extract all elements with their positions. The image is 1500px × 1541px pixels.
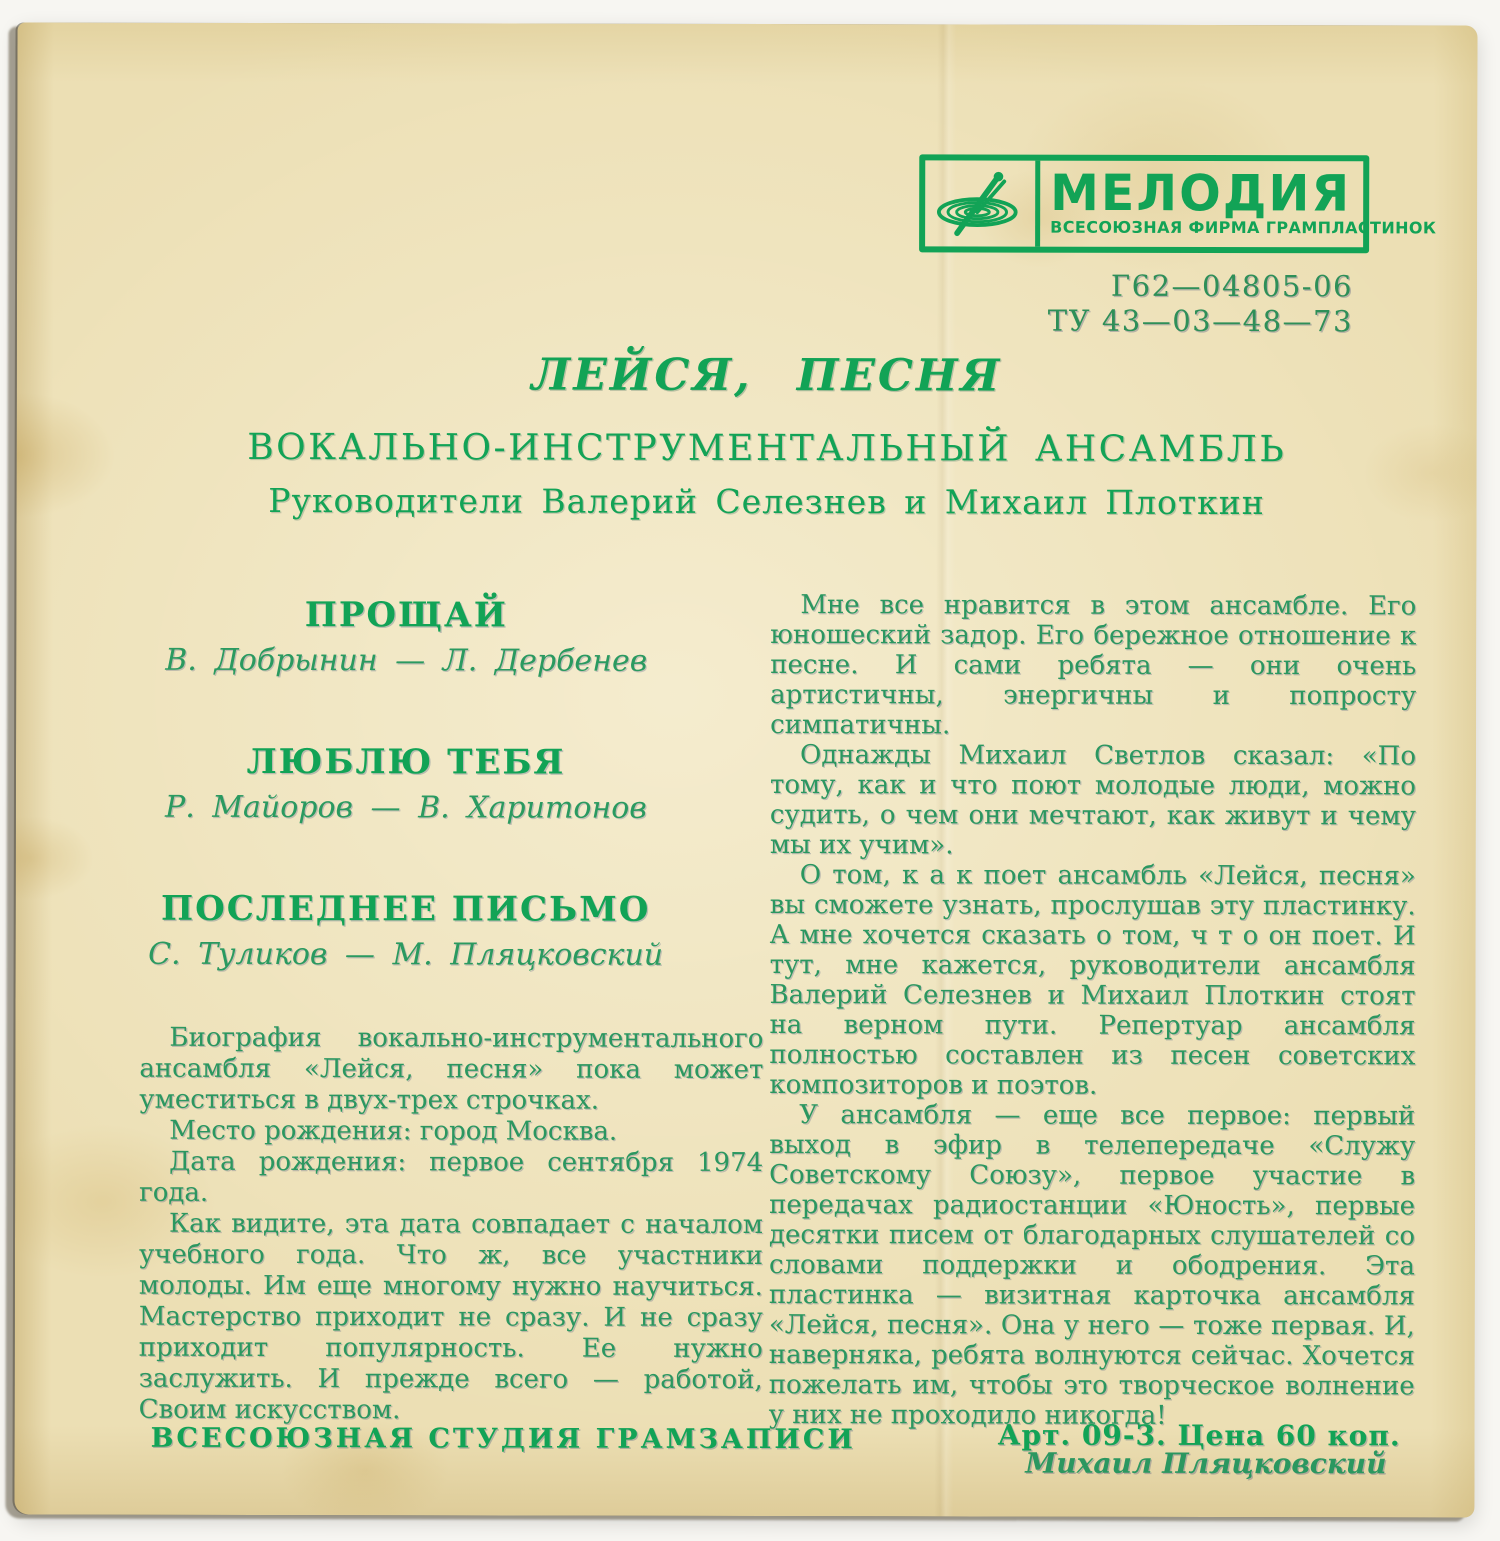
catalog-numbers [907,268,1363,339]
bio-paragraph: Как видите, эта дата совпадает с началом учебного года. Что ж, все участники молоды. Им еще многому нужно научиться. Мастерство приходит не сразу. И не сразу приходит популярность. Ее нужно заслужить. И прежде всего — работой, Своим искусством. [138,1208,764,1426]
liner-notes-paragraph: Однажды Михаил Светлов сказал: «По тому, как и что поют молодые люди, можно судить, о чем они мечтают, как живут и чему мы их учим». [769,740,1417,861]
track-item [136,889,676,973]
record-sleeve-back-cover [14,22,1477,1517]
track-title: ПОСЛЕДНЕЕ ПИСЬМО [160,888,651,930]
brand-tagline: ВСЕСОЮЗНАЯ ФИРМА ГРАМПЛАСТИНОК [1050,217,1437,238]
bio-paragraph: Биография вокально-инструментального ансамбля «Лейся, песня» пока может уместиться в двух-трех строчках. [139,1022,764,1116]
bio-paragraph: Место рождения: город Москва. [169,1115,618,1147]
liner-notes-paragraph: О том, к а к поет ансамбль «Лейся, песня» вы сможете узнать, прослушав эту пластинку. А мне хочется сказать о том, ч т о он поет. И тут, мне кажется, руководители ансамбля Валерий Селезнев и Михаил Плоткин стоят на верном пути. Репертуар ансамбля полностью составлен из песен советских композиторов и поэтов. [769,860,1416,1101]
biography-section [139,1023,764,1427]
liner-notes-paragraph: У ансамбля — еще все первое: первый выход в эфир в телепередаче «Служу Советскому Союзу», первое участие в передачах радиостанции «Юность», первые десятки писем от благодарных слушателей со словами поддержки и ободрения. Эта пластинка — визитная карточка ансамбля «Лейся, песня». Она у него — тоже первая. И, наверняка, ребята волнуются сейчас. Хочется пожелать им, чтобы это творческое волнение у них не проходило никогда! [768,1100,1416,1431]
melodiya-logo-text [1040,161,1436,248]
catalog-number-line2: ТУ 43—03—48—73 [1047,303,1353,339]
bio-paragraph: Дата рождения: первое сентября 1974 года. [139,1146,764,1208]
author-signature: Михаил Пляцковский [1025,1446,1387,1481]
track-credits: С. Туликов — М. Пляцковский [148,936,664,973]
track-credits: В. Добрынин — Л. Дербенев [165,642,648,679]
liner-notes-paragraph: Мне все нравится в этом ансамбле. Его юношеский задор. Его бережное отношение к песне. И сами ребята — они очень артистичны, энергичны и попросту симпатичны. [770,590,1417,741]
record-with-tonearm-icon [932,167,1028,239]
track-item [136,595,676,679]
brand-name: МЕЛОДИЯ [1050,164,1352,223]
track-title: ЛЮБЛЮ ТЕБЯ [246,741,566,783]
studio-footer: ВСЕСОЮЗНАЯ СТУДИЯ ГРАМЗАПИСИ [150,1422,856,1456]
album-title: ЛЕЙСЯ, ПЕСНЯ [531,349,1003,402]
leaders-line: Руководители Валерий Селезнев и Михаил Плоткин [268,480,1265,523]
price-label: Арт. 09-3. Цена 60 коп. [997,1418,1401,1453]
track-title: ПРОЩАЙ [304,595,508,636]
melodiya-logo-box [919,154,1437,253]
melodiya-emblem-cell [925,160,1040,246]
catalog-number-line1: Г62—04805-06 [1110,268,1354,304]
track-credits: Р. Майоров — В. Харитонов [165,789,647,826]
liner-notes-section [769,590,1417,1480]
track-list [135,595,676,1037]
ensemble-type-line: ВОКАЛЬНО-ИНСТРУМЕНТАЛЬНЫЙ АНСАМБЛЬ [247,426,1287,471]
track-item [136,742,676,826]
